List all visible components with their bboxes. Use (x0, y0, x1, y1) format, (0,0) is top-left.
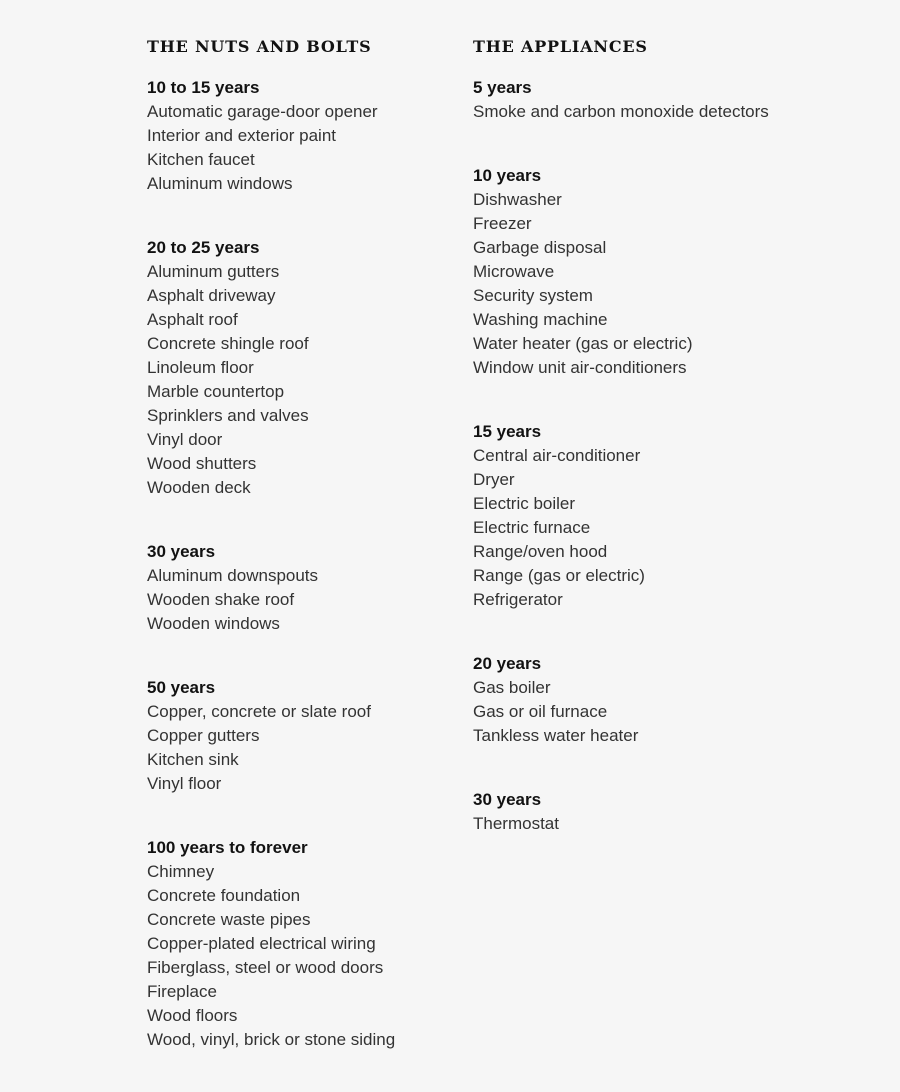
list-item: Central air-conditioner (473, 446, 641, 465)
column-appliances (473, 38, 813, 876)
list-item: Refrigerator (473, 590, 563, 609)
list-item: Aluminum windows (147, 174, 293, 193)
list-item: Dryer (473, 470, 515, 489)
lifespan-section (473, 788, 813, 836)
lifespan-section (147, 236, 467, 500)
list-item: Garbage disposal (473, 238, 607, 257)
section-heading: 15 years (473, 422, 542, 441)
lifespan-section (147, 836, 467, 1052)
list-item: Window unit air-conditioners (473, 358, 687, 377)
list-item: Concrete shingle roof (147, 334, 309, 353)
list-item: Concrete foundation (147, 886, 301, 905)
list-item: Gas boiler (473, 678, 551, 697)
list-item: Asphalt roof (147, 310, 238, 329)
column-title-nuts-and-bolts: THE NUTS AND BOLTS (147, 37, 372, 56)
section-heading: 30 years (473, 790, 542, 809)
list-item: Linoleum floor (147, 358, 254, 377)
list-item: Interior and exterior paint (147, 126, 336, 145)
sections (147, 76, 467, 1052)
list-item: Aluminum downspouts (147, 566, 319, 585)
list-item: Electric boiler (473, 494, 576, 513)
list-item: Washing machine (473, 310, 608, 329)
list-item: Gas or oil furnace (473, 702, 608, 721)
section-heading: 10 to 15 years (147, 78, 260, 97)
list-item: Water heater (gas or electric) (473, 334, 693, 353)
column-nuts-and-bolts (147, 38, 467, 1092)
list-item: Copper, concrete or slate roof (147, 702, 371, 721)
list-item: Kitchen faucet (147, 150, 255, 169)
lifespan-section (473, 76, 813, 124)
list-item: Dishwasher (473, 190, 562, 209)
list-item: Freezer (473, 214, 532, 233)
list-item: Asphalt driveway (147, 286, 276, 305)
list-item: Wooden shake roof (147, 590, 295, 609)
column-title-appliances: THE APPLIANCES (473, 37, 648, 56)
section-heading: 20 to 25 years (147, 238, 260, 257)
list-item: Thermostat (473, 814, 559, 833)
list-item: Copper-plated electrical wiring (147, 934, 376, 953)
list-item: Chimney (147, 862, 215, 881)
lifespan-section (147, 540, 467, 636)
list-item: Range (gas or electric) (473, 566, 645, 585)
list-item: Kitchen sink (147, 750, 239, 769)
sections (473, 76, 813, 836)
list-item: Microwave (473, 262, 555, 281)
list-item: Smoke and carbon monoxide detectors (473, 102, 769, 121)
list-item: Vinyl floor (147, 774, 222, 793)
lifespan-section (473, 420, 813, 612)
list-item: Wooden deck (147, 478, 251, 497)
list-item: Aluminum gutters (147, 262, 280, 281)
list-item: Wood shutters (147, 454, 257, 473)
section-heading: 100 years to forever (147, 838, 308, 857)
section-heading: 10 years (473, 166, 542, 185)
list-item: Wooden windows (147, 614, 280, 633)
list-item: Copper gutters (147, 726, 260, 745)
list-item: Wood, vinyl, brick or stone siding (147, 1030, 396, 1049)
section-heading: 50 years (147, 678, 216, 697)
section-heading: 30 years (147, 542, 216, 561)
list-item: Electric furnace (473, 518, 591, 537)
list-item: Tankless water heater (473, 726, 639, 745)
lifespan-section (473, 652, 813, 748)
list-item: Fireplace (147, 982, 217, 1001)
list-item: Vinyl door (147, 430, 223, 449)
list-item: Automatic garage-door opener (147, 102, 378, 121)
list-item: Wood floors (147, 1006, 238, 1025)
section-heading: 5 years (473, 78, 532, 97)
lifespan-section (473, 164, 813, 380)
list-item: Sprinklers and valves (147, 406, 309, 425)
list-item: Security system (473, 286, 593, 305)
list-item: Fiberglass, steel or wood doors (147, 958, 384, 977)
lifespan-section (147, 76, 467, 196)
list-item: Marble countertop (147, 382, 285, 401)
list-item: Range/oven hood (473, 542, 608, 561)
section-heading: 20 years (473, 654, 542, 673)
lifespan-section (147, 676, 467, 796)
list-item: Concrete waste pipes (147, 910, 311, 929)
